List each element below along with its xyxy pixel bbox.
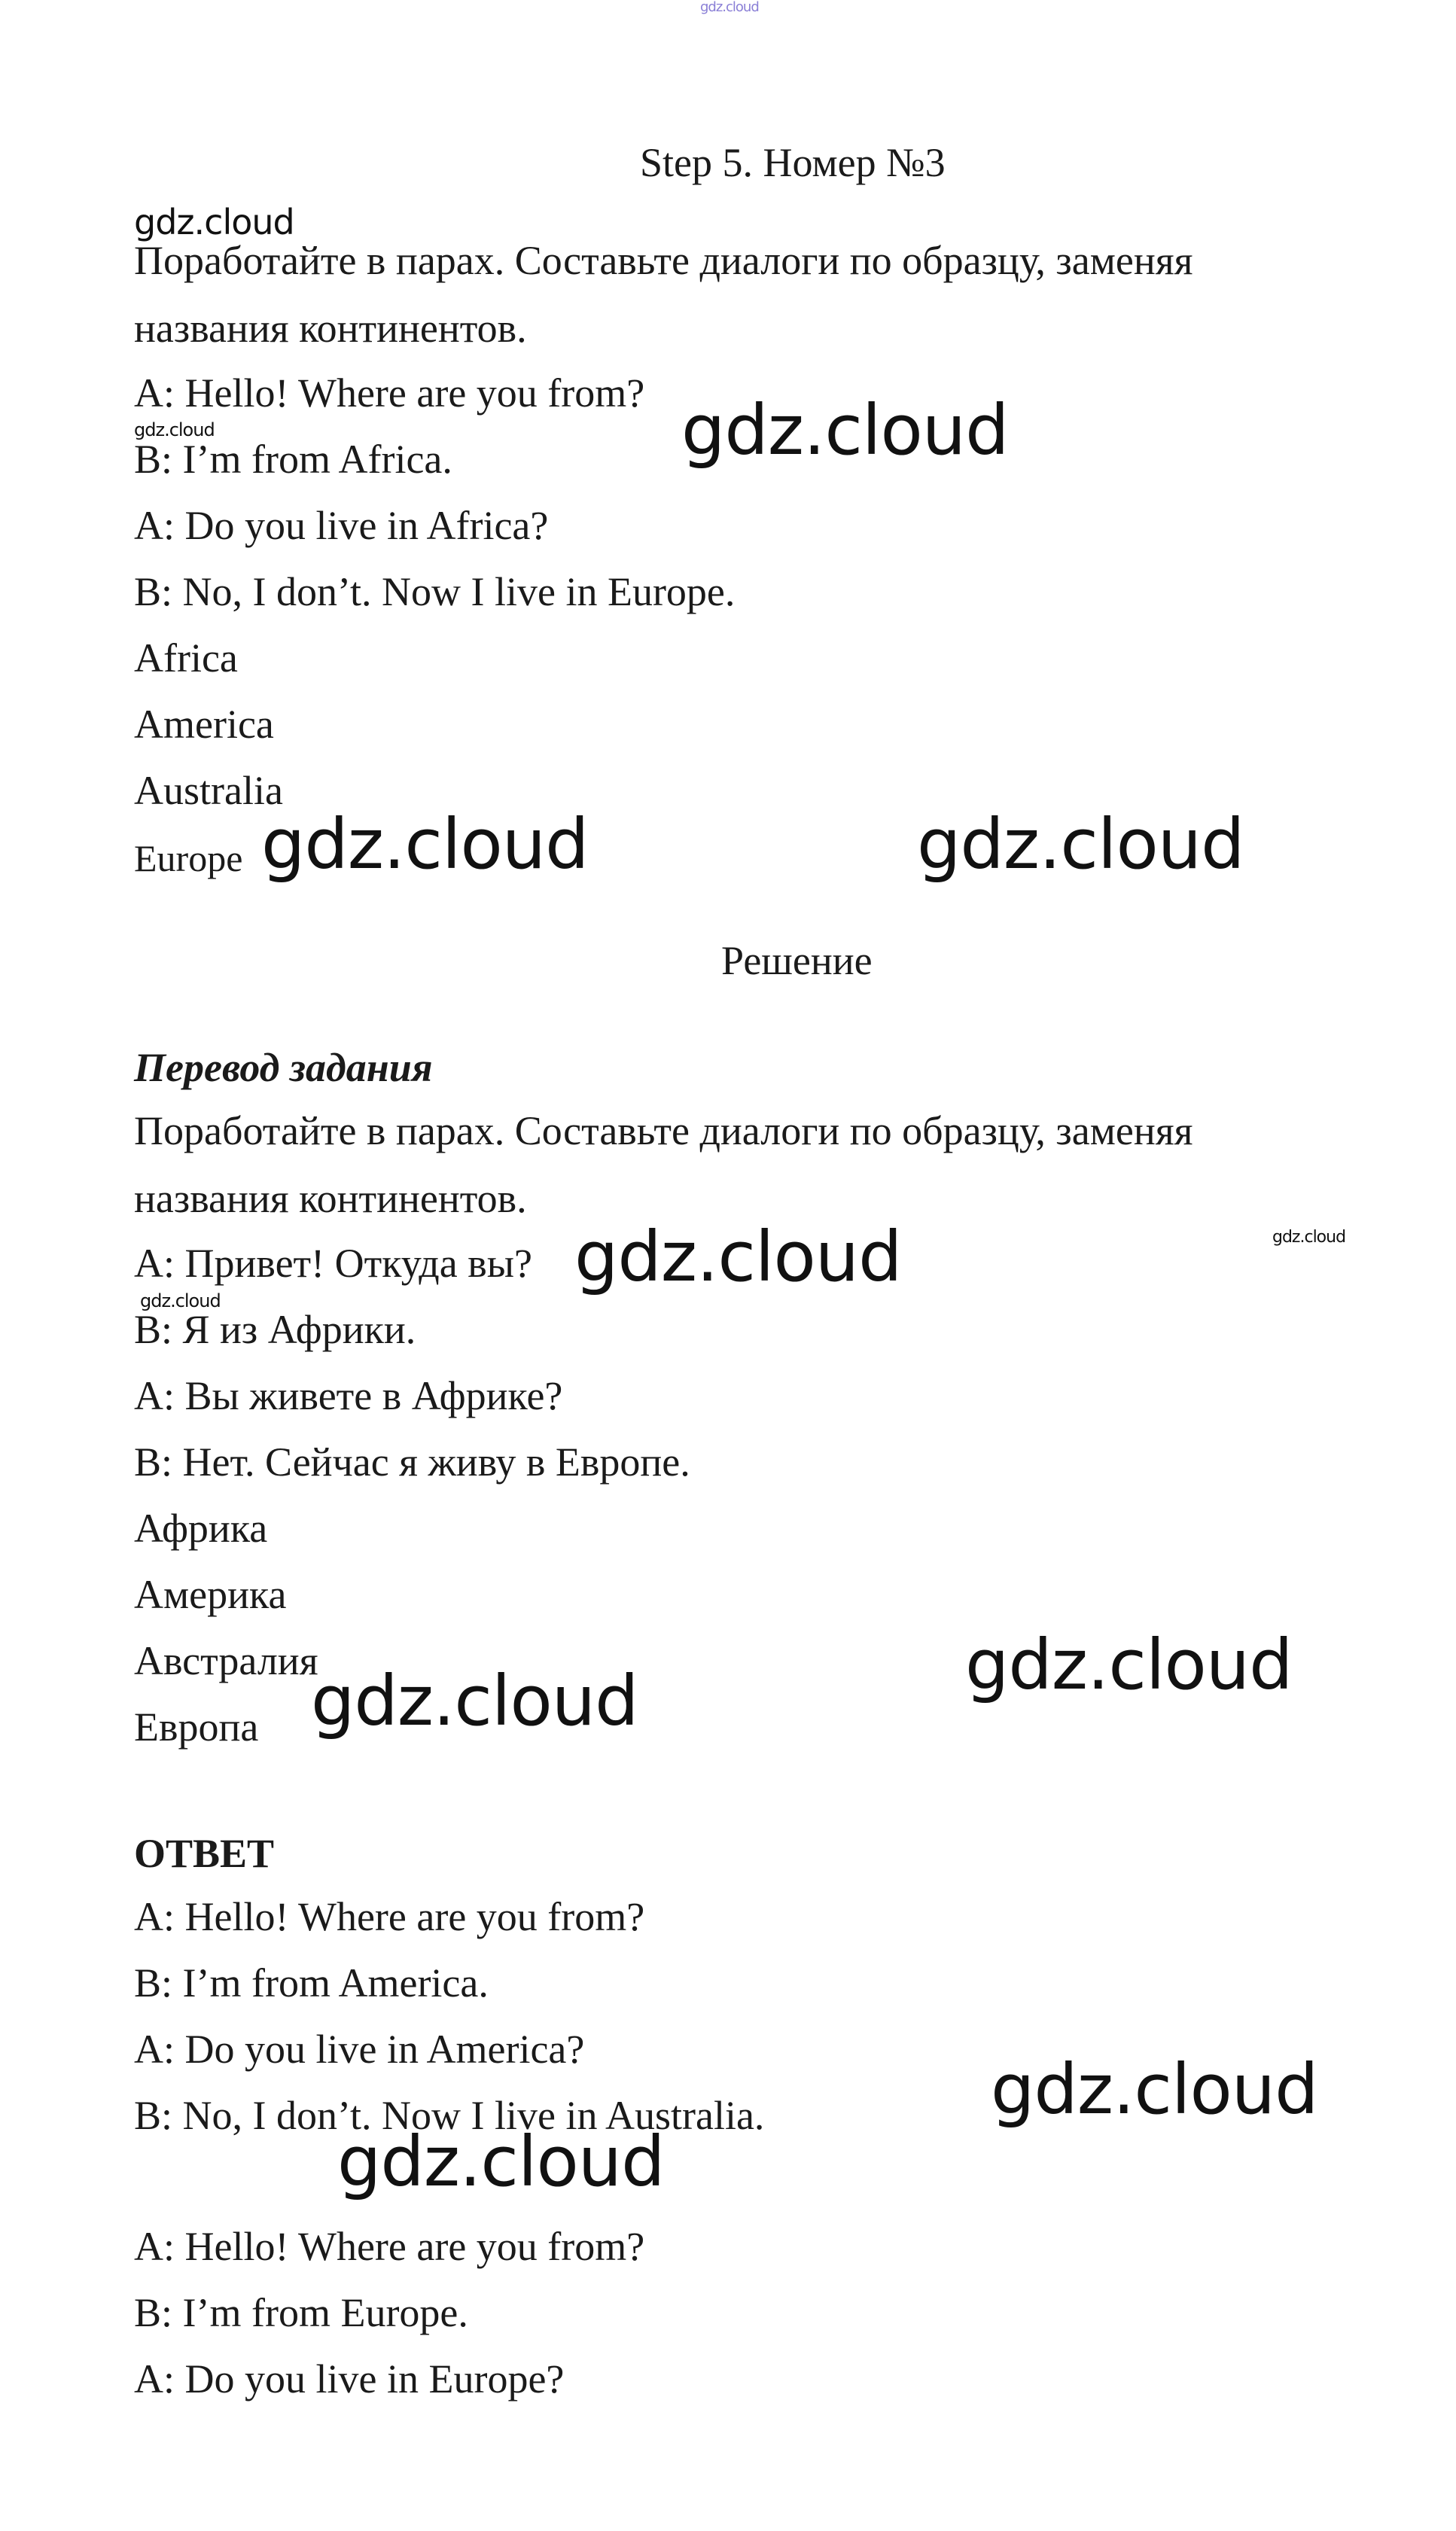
watermark: gdz.cloud (140, 1290, 221, 1311)
task-line: A: Do you live in Africa? (134, 503, 549, 548)
watermark: gdz.cloud (134, 419, 215, 440)
task-line: Europe (134, 837, 243, 879)
translation-line: A: Вы живете в Африке? (134, 1373, 563, 1418)
answer-line: B: I’m from America. (134, 1960, 489, 2006)
task-line: A: Hello! Where are you from? (134, 370, 645, 416)
top-watermark: gdz.cloud (700, 0, 759, 15)
watermark: gdz.cloud (965, 1625, 1293, 1705)
translation-line: B: Я из Африки. (134, 1307, 416, 1352)
task-line: Africa (134, 635, 238, 681)
translation-line: названия континентов. (134, 1176, 527, 1221)
translation-line: A: Привет! Откуда вы? (134, 1241, 532, 1286)
watermark: gdz.cloud (1272, 1228, 1346, 1247)
watermark: gdz.cloud (681, 390, 1009, 471)
task-line: B: I’m from Africa. (134, 437, 452, 482)
translation-heading: Перевод задания (134, 1045, 433, 1090)
watermark: gdz.cloud (337, 2121, 665, 2202)
answer-line: B: No, I don’t. Now I live in Australia. (134, 2093, 765, 2138)
task-line: B: No, I don’t. Now I live in Europe. (134, 569, 736, 614)
answer-line: A: Do you live in Europe? (134, 2356, 565, 2402)
translation-line: Европа (134, 1704, 259, 1750)
task-line: Поработайте в парах. Составьте диалоги по образцу, заменяя (134, 238, 1193, 283)
answer-line: B: I’m from Europe. (134, 2290, 468, 2335)
translation-line: Австралия (134, 1638, 318, 1683)
translation-line: Африка (134, 1506, 268, 1551)
answer-line: A: Hello! Where are you from? (134, 1894, 645, 1939)
answer-line: A: Do you live in America? (134, 2027, 585, 2072)
translation-line: B: Нет. Сейчас я живу в Европе. (134, 1439, 690, 1485)
task-line: Australia (134, 768, 283, 813)
solution-heading: Решение (721, 938, 873, 983)
watermark: gdz.cloud (574, 1217, 902, 1297)
watermark: gdz.cloud (991, 2049, 1318, 2130)
watermark: gdz.cloud (134, 202, 294, 242)
answer-heading: ОТВЕТ (134, 1831, 275, 1876)
task-line: названия континентов. (134, 306, 527, 351)
page-title: Step 5. Номер №3 (640, 140, 946, 185)
watermark: gdz.cloud (261, 804, 589, 885)
task-line: America (134, 702, 274, 747)
watermark: gdz.cloud (311, 1661, 638, 1741)
watermark: gdz.cloud (917, 804, 1244, 885)
answer-line: A: Hello! Where are you from? (134, 2224, 645, 2269)
translation-line: Поработайте в парах. Составьте диалоги по образцу, заменяя (134, 1108, 1193, 1153)
translation-line: Америка (134, 1572, 287, 1617)
